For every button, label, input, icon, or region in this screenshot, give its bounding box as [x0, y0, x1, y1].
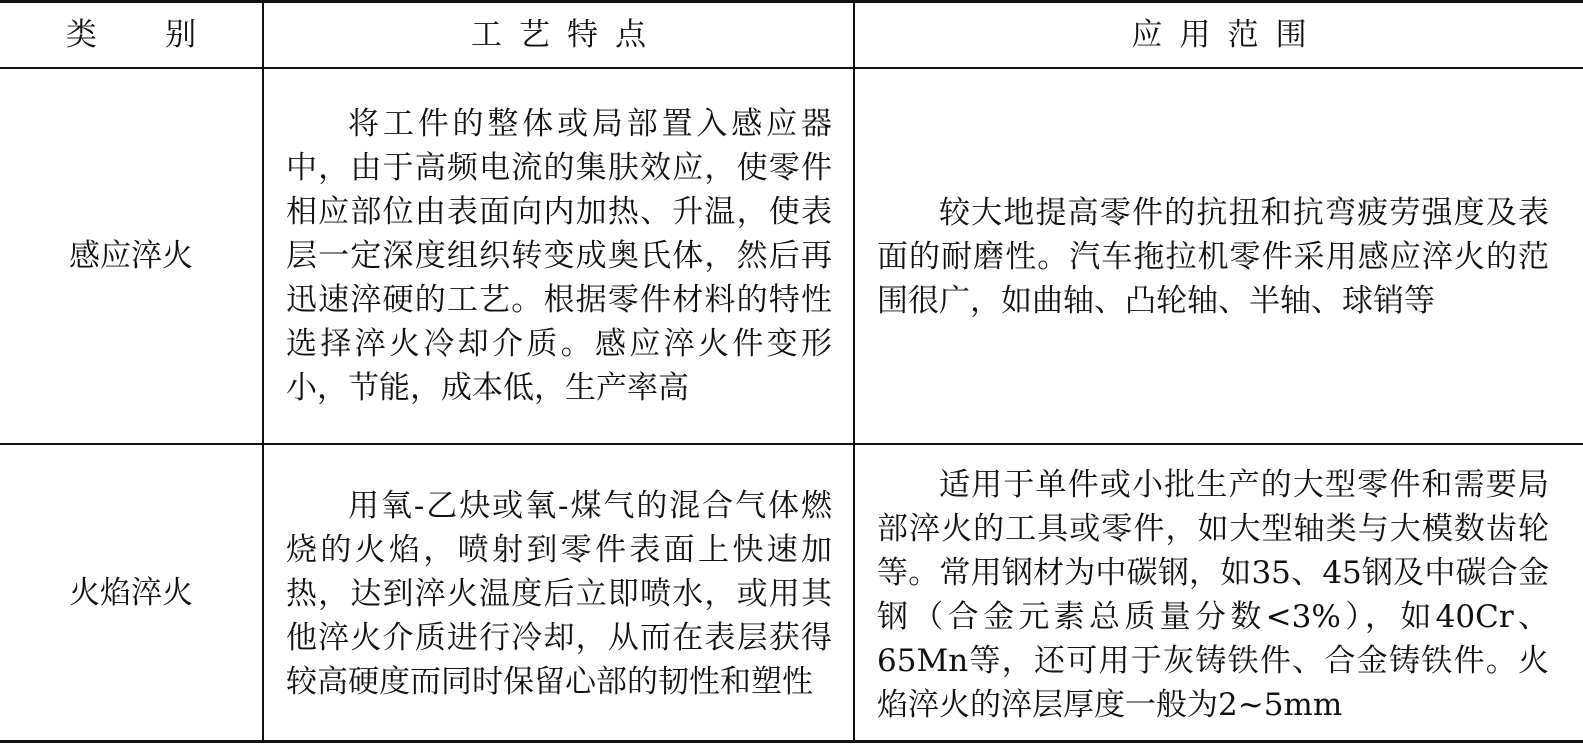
row-flame-category: 火焰淬火 — [69, 574, 193, 611]
header-process-features: 工艺特点 — [470, 17, 664, 53]
row-flame-process: 用氧-乙炔或氧-煤气的混合气体燃烧的火焰，喷射到零件表面上快速加热，达到淬火温度后立即喷水，或用其他淬火介质进行冷却，从而在表层获得较高硬度而同时保留心部的韧性和塑性 — [286, 488, 832, 700]
row-induction-category: 感应淬火 — [69, 238, 193, 274]
row-induction-application: 较大地提高零件的抗扭和抗弯疲劳强度及表面的耐磨性。汽车拖拉机零件采用感应淬火的范围很广，如曲轴、凸轮轴、半轴、球销等 — [877, 195, 1549, 319]
row-induction-process: 将工件的整体或局部置入感应器中，由于高频电流的集肤效应，使零件相应部位由表面向内加热、升温，使表层一定深度组织转变成奥氏体，然后再迅速淬硬的工艺。根据零件材料的特性选择淬火冷却介质。感应淬火件变形小，节能，成本低，生产率高 — [286, 106, 832, 406]
header-category: 类 别 — [65, 17, 215, 53]
table-bottom-rule — [0, 740, 1583, 743]
row-flame-application: 适用于单件或小批生产的大型零件和需要局部淬火的工具或零件，如大型轴类与大模数齿轮等。常用钢材为中碳钢，如35、45钢及中碳合金钢（合金元素总质量分数<3%），如40Cr、65Mn等，还可用于灰铸铁件、合金铸铁件。火焰淬火的淬层厚度一般为2~5mm — [877, 467, 1549, 723]
column-divider-2 — [853, 0, 855, 742]
column-divider-1 — [262, 0, 264, 742]
header-application-scope: 应用范围 — [1131, 17, 1324, 53]
